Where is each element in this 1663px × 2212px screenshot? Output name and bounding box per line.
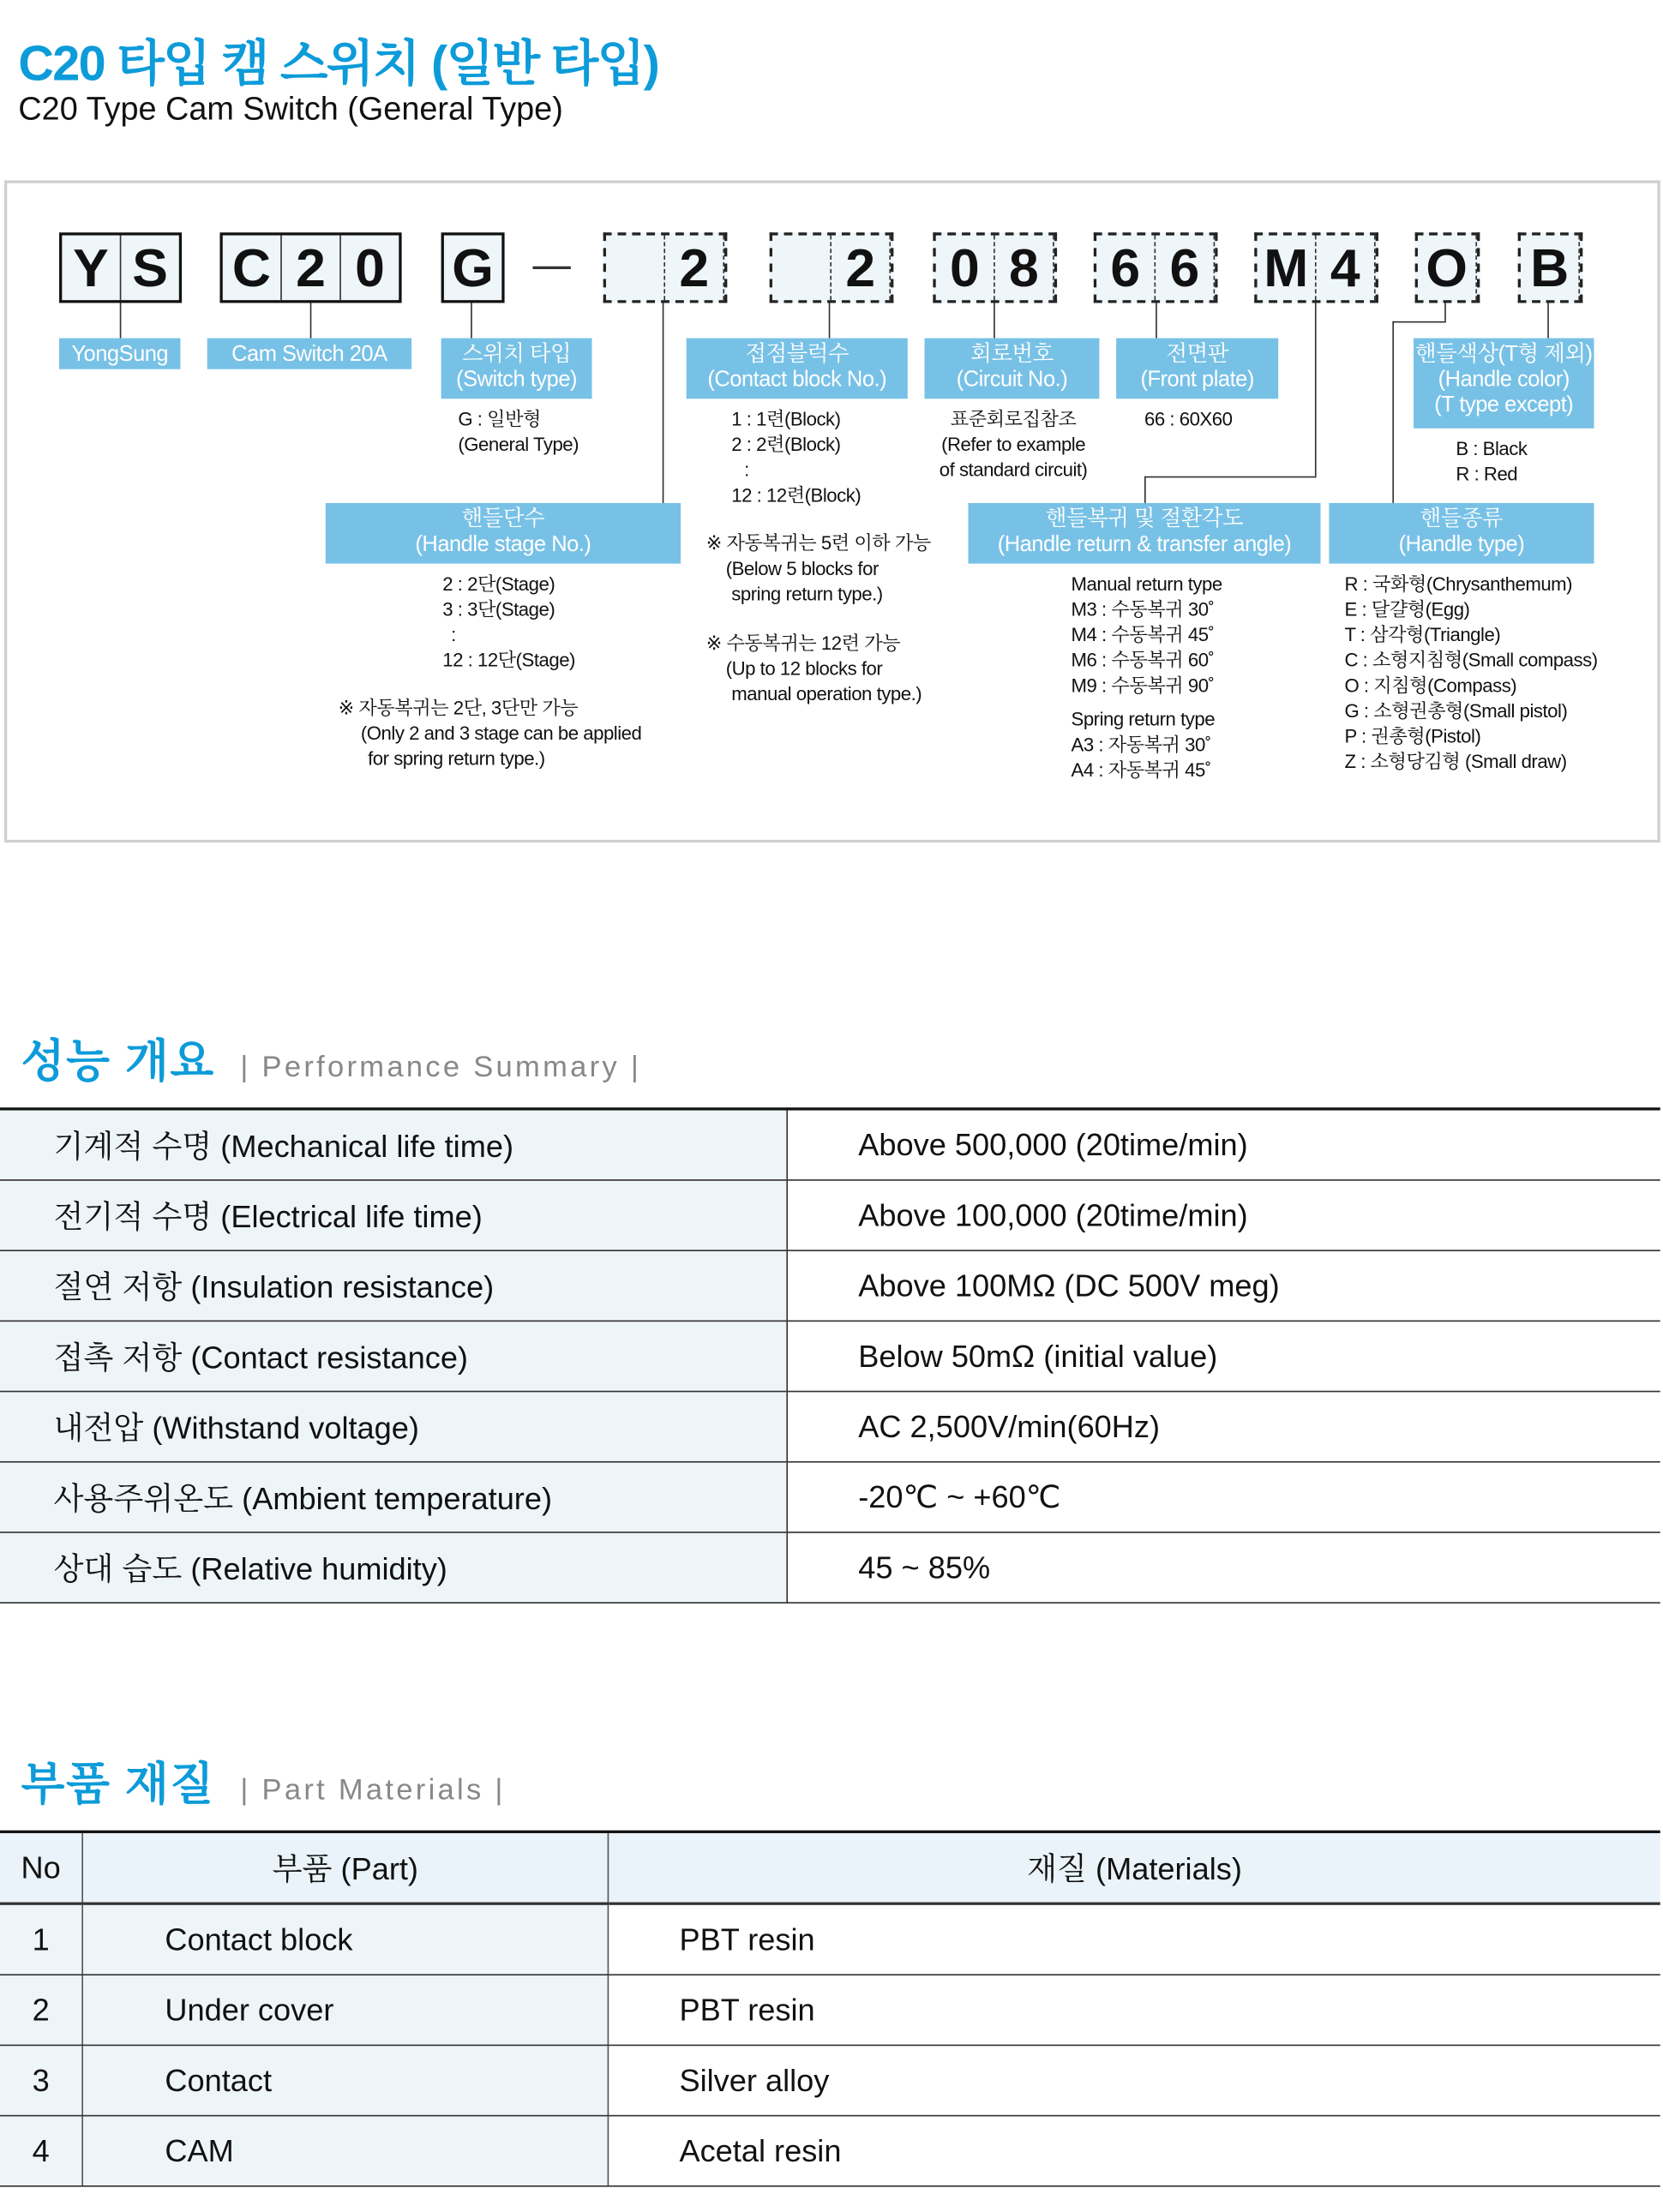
desc-line: 1 : 1련(Block)	[731, 408, 841, 430]
desc-line: O : 지침형(Compass)	[1344, 674, 1517, 697]
desc-line: 표준회로집참조	[950, 408, 1077, 430]
desc-line: ※ 수동복귀는 12련 가능	[705, 632, 901, 654]
label-handle-return	[968, 503, 1320, 564]
row-part: Under cover	[82, 1975, 608, 2045]
section-title: 부품 재질	[21, 1758, 215, 1810]
label-text: (Handle color)	[1438, 368, 1570, 393]
row-material: PBT resin	[608, 1975, 1660, 2045]
code-char: 0	[936, 236, 995, 301]
desc-line: 66 : 60X60	[1144, 408, 1233, 430]
spec-value: Above 100MΩ (DC 500V meg)	[787, 1250, 1660, 1321]
table-row	[0, 1975, 1660, 2045]
row-no: 2	[0, 1975, 82, 2045]
desc-line: G : 일반형	[458, 408, 541, 430]
table-row	[0, 1392, 1660, 1462]
spec-name: 상대 습도 (Relative humidity)	[0, 1532, 787, 1603]
spec-value: Below 50mΩ (initial value)	[787, 1321, 1660, 1391]
connector-line	[1547, 303, 1549, 338]
column-header-no: No	[0, 1831, 82, 1903]
label-handle-stage	[326, 503, 681, 564]
desc-line: Spring return type	[1071, 708, 1216, 730]
label-text: (Handle stage No.)	[415, 532, 591, 557]
row-material: PBT resin	[608, 1903, 1660, 1975]
label-handle-color	[1414, 339, 1594, 429]
label-text: 전면판	[1166, 342, 1228, 367]
desc-contact-note-manual	[706, 632, 922, 708]
label-front-plate	[1116, 339, 1278, 399]
page-subtitle: C20 Type Cam Switch (General Type)	[18, 90, 563, 127]
label-text: (Handle type)	[1398, 532, 1525, 557]
desc-front-plate	[1144, 407, 1232, 433]
row-no: 4	[0, 2116, 82, 2186]
connector-line	[663, 303, 664, 502]
label-text: (Contact block No.)	[707, 368, 887, 393]
code-box-g	[441, 232, 505, 303]
row-no: 1	[0, 1903, 82, 1975]
table-row	[0, 1109, 1660, 1180]
desc-line: (Below 5 blocks for	[725, 558, 879, 579]
spec-name: 절연 저항 (Insulation resistance)	[0, 1250, 787, 1321]
code-char: B	[1521, 236, 1580, 301]
desc-line: 12 : 12단(Stage)	[442, 649, 575, 671]
desc-line: P : 권총형(Pistol)	[1344, 725, 1481, 747]
desc-line: :	[451, 624, 456, 645]
label-text: 스위치 타입	[461, 342, 572, 367]
desc-line: Manual return type	[1071, 573, 1222, 595]
code-box-handle-type	[1415, 232, 1480, 303]
performance-table	[0, 1107, 1660, 1604]
table-row	[0, 2045, 1660, 2115]
code-char: M	[1258, 236, 1317, 301]
desc-line: manual operation type.)	[731, 683, 922, 705]
code-box-handle-return	[1254, 232, 1378, 303]
desc-line: for spring return type.)	[368, 748, 545, 770]
connector-line	[1444, 303, 1446, 321]
desc-line: M6 : 수동복귀 60˚	[1071, 649, 1215, 671]
code-char	[772, 236, 832, 301]
label-text: (Circuit No.)	[956, 368, 1068, 393]
table-header-row	[0, 1831, 1660, 1903]
desc-line: ※ 자동복귀는 2단, 3단만 가능	[338, 697, 579, 719]
desc-line: :	[744, 459, 749, 481]
code-box-contact-block	[770, 232, 894, 303]
label-text: Cam Switch 20A	[231, 342, 387, 367]
desc-line: of standard circuit)	[939, 459, 1088, 481]
desc-stage-note	[339, 696, 642, 772]
spec-name: 내전압 (Withstand voltage)	[0, 1392, 787, 1462]
section-subtitle: | Part Materials |	[240, 1773, 506, 1807]
desc-handle-stage	[442, 572, 575, 674]
label-text: 핸들단수	[461, 507, 545, 531]
code-char: Y	[62, 236, 121, 301]
desc-line: G : 소형권총형(Small pistol)	[1344, 700, 1568, 722]
column-header-materials: 재질 (Materials)	[608, 1831, 1660, 1903]
label-contact-block	[687, 339, 908, 399]
code-char	[606, 236, 665, 301]
desc-handle-color	[1456, 437, 1527, 488]
materials-table	[0, 1831, 1660, 2187]
code-char: C	[223, 236, 282, 301]
code-char: 2	[282, 236, 341, 301]
label-text: (Switch type)	[456, 368, 578, 393]
spec-name: 접촉 저항 (Contact resistance)	[0, 1321, 787, 1391]
row-no: 3	[0, 2045, 82, 2115]
desc-line: T : 삼각형(Triangle)	[1344, 624, 1501, 645]
page-title: C20 타입 캠 스위치 (일반 타입)	[18, 36, 659, 92]
label-yongsung	[59, 339, 180, 369]
table-row	[0, 2116, 1660, 2186]
connector-line	[471, 303, 472, 338]
label-switch-type	[441, 339, 592, 399]
code-char: 2	[832, 236, 891, 301]
label-text: YongSung	[71, 342, 169, 367]
spec-name: 기계적 수명 (Mechanical life time)	[0, 1109, 787, 1180]
code-box-ys	[59, 232, 182, 303]
desc-line: Z : 소형당김형 (Small draw)	[1344, 751, 1567, 772]
performance-heading	[21, 1026, 641, 1091]
connector-line	[120, 303, 122, 338]
row-part: Contact block	[82, 1903, 608, 1975]
code-char: 2	[665, 236, 724, 301]
desc-line: 3 : 3단(Stage)	[442, 598, 555, 620]
code-char: 6	[1096, 236, 1156, 301]
desc-line: M4 : 수동복귀 45˚	[1071, 624, 1215, 645]
code-char: G	[452, 239, 494, 299]
materials-heading	[21, 1748, 506, 1813]
row-material: Acetal resin	[608, 2116, 1660, 2186]
connector-line	[1392, 321, 1394, 503]
table-row	[0, 1180, 1660, 1250]
desc-line: 12 : 12련(Block)	[731, 484, 862, 507]
label-text: 핸들복귀 및 절환각도	[1045, 507, 1244, 531]
section-title: 성능 개요	[21, 1035, 215, 1087]
spec-value: -20℃ ~ +60℃	[787, 1462, 1660, 1532]
code-box-c20	[219, 232, 401, 303]
label-text: 핸들색상(T형 제외)	[1414, 342, 1593, 367]
code-char: O	[1418, 236, 1477, 301]
desc-line: M9 : 수동복귀 90˚	[1071, 674, 1215, 697]
connector-line	[310, 303, 312, 338]
table-row	[0, 1903, 1660, 1975]
spec-value: Above 100,000 (20time/min)	[787, 1180, 1660, 1250]
label-text: (Handle return & transfer angle)	[997, 532, 1292, 557]
code-char: 8	[995, 236, 1054, 301]
desc-line: (Up to 12 blocks for	[725, 657, 883, 680]
label-text: (T type except)	[1434, 393, 1574, 417]
desc-line: ※ 자동복귀는 5련 이하 가능	[705, 532, 931, 554]
table-row	[0, 1321, 1660, 1391]
code-char: 6	[1156, 236, 1215, 301]
desc-line: spring return type.)	[731, 583, 883, 605]
connector-line	[1144, 477, 1317, 478]
desc-line: (General Type)	[458, 434, 579, 456]
desc-line: A3 : 자동복귀 30˚	[1071, 734, 1211, 756]
label-circuit	[925, 339, 1100, 399]
label-text: (Front plate)	[1140, 368, 1254, 393]
connector-line	[829, 303, 831, 338]
spec-value: Above 500,000 (20time/min)	[787, 1109, 1660, 1180]
code-box-front-plate	[1094, 232, 1218, 303]
desc-circuit	[933, 407, 1093, 483]
desc-line: 2 : 2련(Block)	[731, 434, 841, 456]
desc-contact-block	[731, 407, 861, 508]
desc-line: R : 국화형(Chrysanthemum)	[1344, 573, 1573, 595]
desc-line: R : Red	[1456, 463, 1518, 485]
connector-line	[1144, 477, 1146, 503]
column-header-part: 부품 (Part)	[82, 1831, 608, 1903]
spec-name: 전기적 수명 (Electrical life time)	[0, 1180, 787, 1250]
desc-contact-note-spring	[706, 531, 931, 608]
table-row	[0, 1462, 1660, 1532]
desc-line: (Refer to example	[941, 434, 1086, 456]
table-row	[0, 1250, 1660, 1321]
code-box-circuit	[933, 232, 1057, 303]
row-part: Contact	[82, 2045, 608, 2115]
desc-handle-return	[1072, 572, 1222, 784]
connector-line	[1156, 303, 1157, 338]
code-char: 0	[355, 239, 385, 299]
desc-line: E : 달걀형(Egg)	[1344, 598, 1470, 620]
code-char: S	[132, 239, 168, 299]
spec-name: 사용주위온도 (Ambient temperature)	[0, 1462, 787, 1532]
desc-line: 2 : 2단(Stage)	[442, 573, 555, 595]
desc-line: M3 : 수동복귀 30˚	[1071, 598, 1215, 620]
connector-line	[994, 303, 995, 338]
desc-line: C : 소형지침형(Small compass)	[1344, 649, 1598, 671]
label-handle-type	[1329, 503, 1594, 564]
row-part: CAM	[82, 2116, 608, 2186]
connector-line	[1392, 321, 1445, 323]
table-row	[0, 1532, 1660, 1603]
desc-handle-type	[1344, 572, 1597, 776]
label-cam-switch	[207, 339, 411, 369]
section-subtitle: | Performance Summary |	[240, 1051, 642, 1084]
desc-line: (Only 2 and 3 stage can be applied	[360, 722, 642, 745]
label-text: 회로번호	[970, 342, 1054, 367]
desc-line: A4 : 자동복귀 45˚	[1071, 759, 1211, 781]
label-text: 접점블럭수	[745, 342, 850, 367]
connector-line	[1315, 303, 1317, 476]
spec-value: AC 2,500V/min(60Hz)	[787, 1392, 1660, 1462]
desc-line: B : Black	[1456, 438, 1528, 459]
spec-value: 45 ~ 85%	[787, 1532, 1660, 1603]
row-material: Silver alloy	[608, 2045, 1660, 2115]
code-box-handle-color	[1518, 232, 1583, 303]
code-dash	[532, 267, 570, 269]
code-box-handle-stage	[603, 232, 728, 303]
code-char: 4	[1317, 236, 1376, 301]
desc-switch-type	[458, 407, 579, 458]
label-text: 핸들종류	[1420, 507, 1504, 531]
